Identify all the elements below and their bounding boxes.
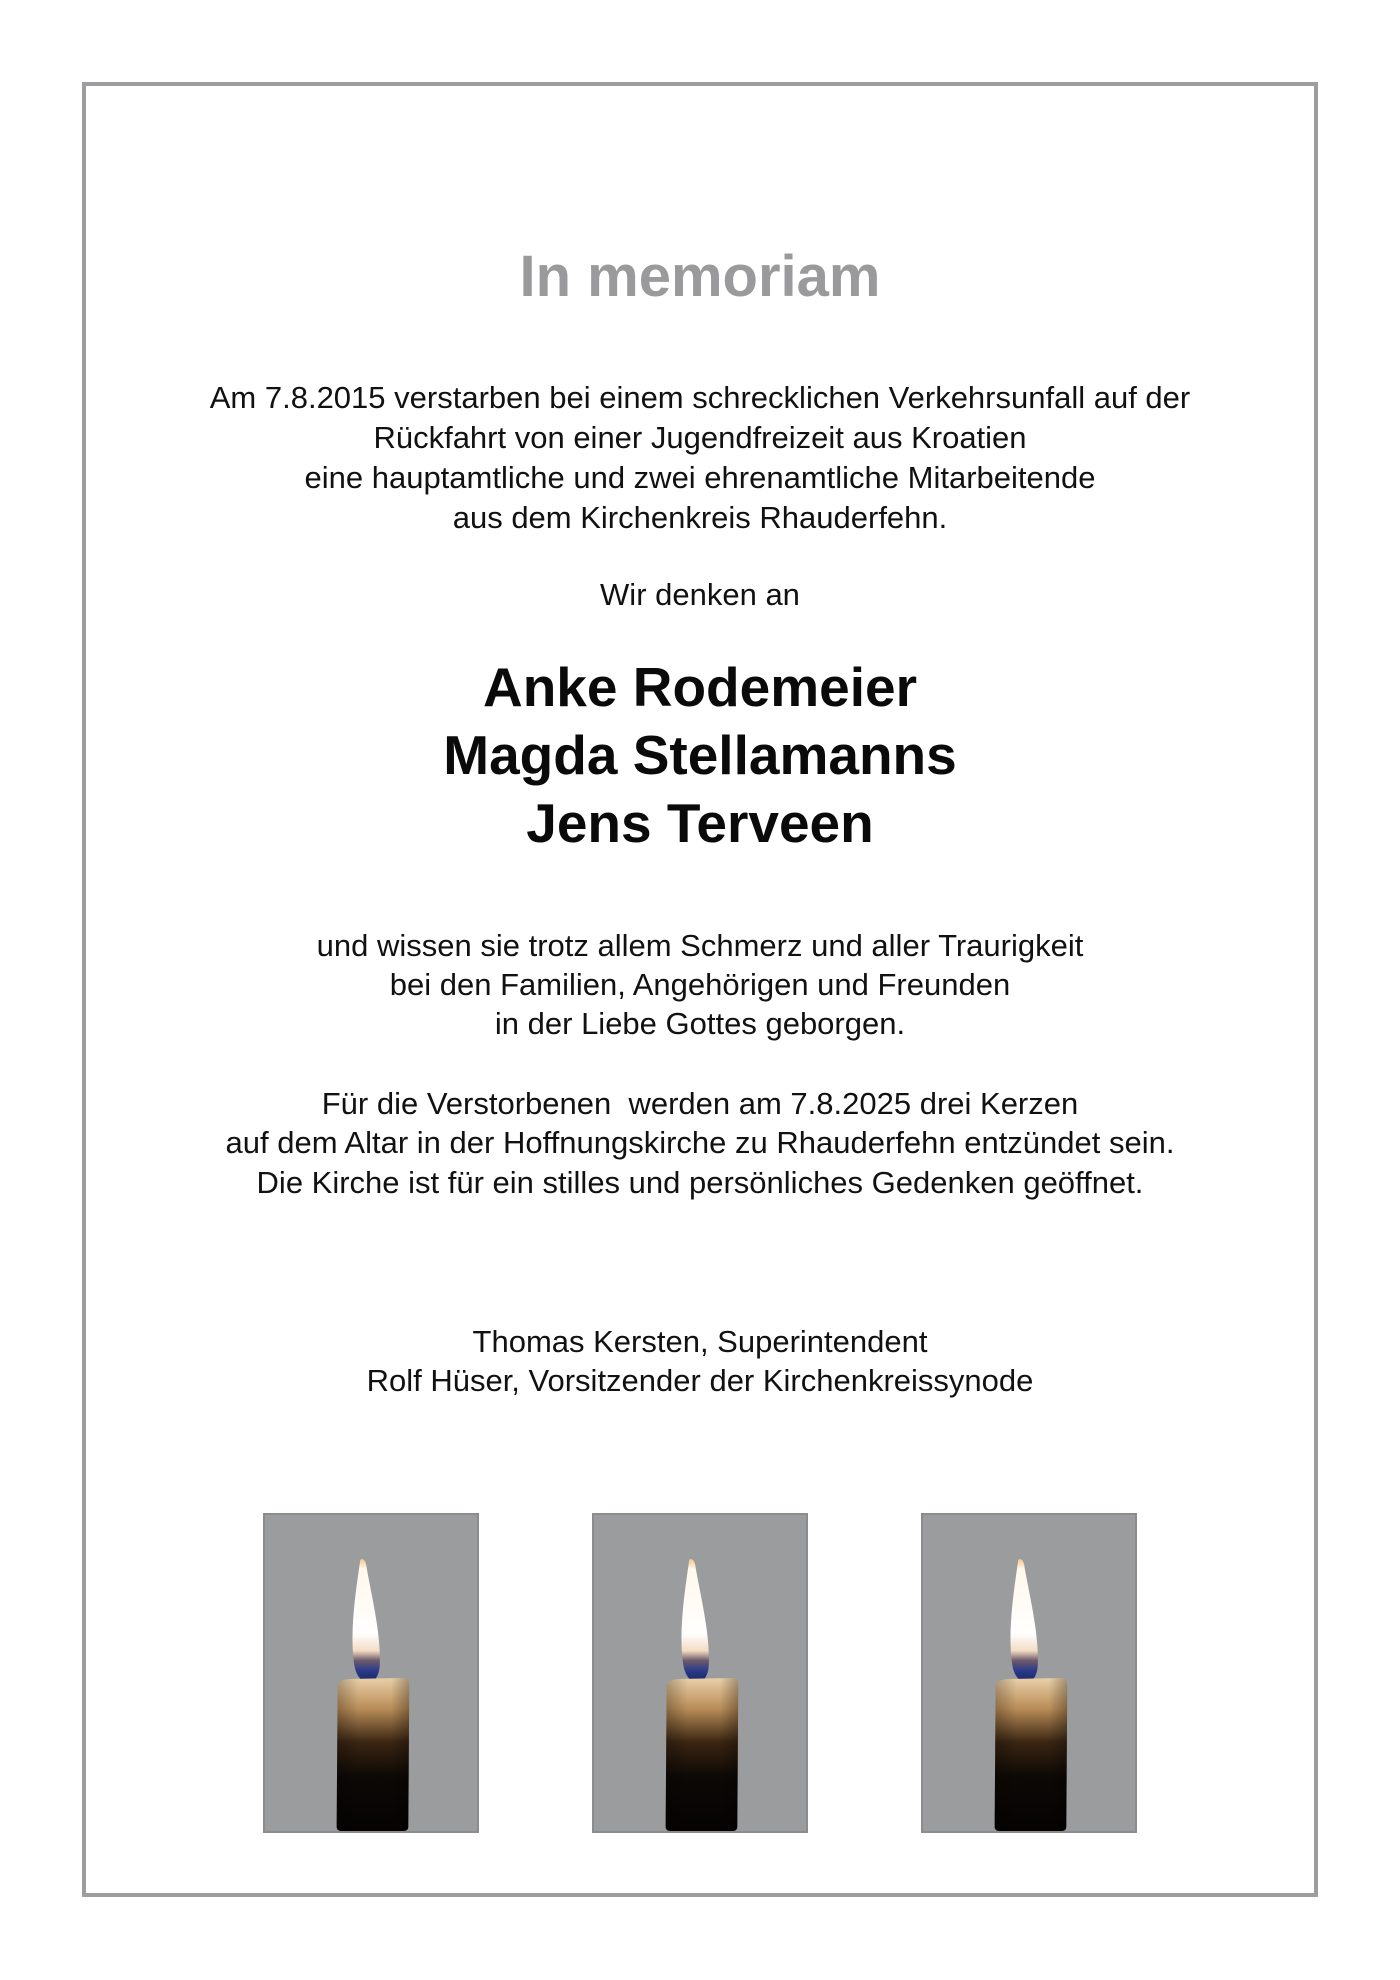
deceased-name: Jens Terveen	[526, 792, 874, 854]
intro-line: Am 7.8.2015 verstarben bei einem schrecklichen Verkehrsunfall auf der	[209, 380, 1191, 415]
intro-line: eine hauptamtliche und zwei ehrenamtliche Mitarbeitende	[304, 460, 1096, 495]
candle-icon	[594, 1515, 806, 1831]
comfort-line: in der Liebe Gottes geborgen.	[494, 1006, 906, 1041]
deceased-name: Anke Rodemeier	[482, 656, 918, 718]
deceased-name: Magda Stellamanns	[443, 724, 957, 786]
comfort-line: bei den Familien, Angehörigen und Freunden	[389, 967, 1011, 1002]
candle-image	[921, 1513, 1137, 1833]
page-title: In memoriam	[519, 244, 881, 309]
candle-info-line: auf dem Altar in der Hoffnungskirche zu Rhauderfehn entzündet sein.	[225, 1125, 1175, 1160]
intro-line: Rückfahrt von einer Jugendfreizeit aus Kroatien	[373, 420, 1027, 455]
candle-info-line: Für die Verstorbenen werden am 7.8.2025 drei Kerzen	[321, 1086, 1079, 1121]
signature-line: Rolf Hüser, Vorsitzender der Kirchenkreissynode	[366, 1363, 1034, 1398]
intro-line: aus dem Kirchenkreis Rhauderfehn.	[452, 500, 948, 535]
candle-image	[592, 1513, 808, 1833]
candle-info-line: Die Kirche ist für ein stilles und persönliches Gedenken geöffnet.	[256, 1165, 1144, 1200]
candle-icon	[265, 1515, 477, 1831]
candle-icon	[923, 1515, 1135, 1831]
candle-image	[263, 1513, 479, 1833]
remembrance-lead: Wir denken an	[600, 577, 800, 612]
comfort-line: und wissen sie trotz allem Schmerz und aller Traurigkeit	[316, 928, 1084, 963]
signature-line: Thomas Kersten, Superintendent	[472, 1324, 928, 1359]
